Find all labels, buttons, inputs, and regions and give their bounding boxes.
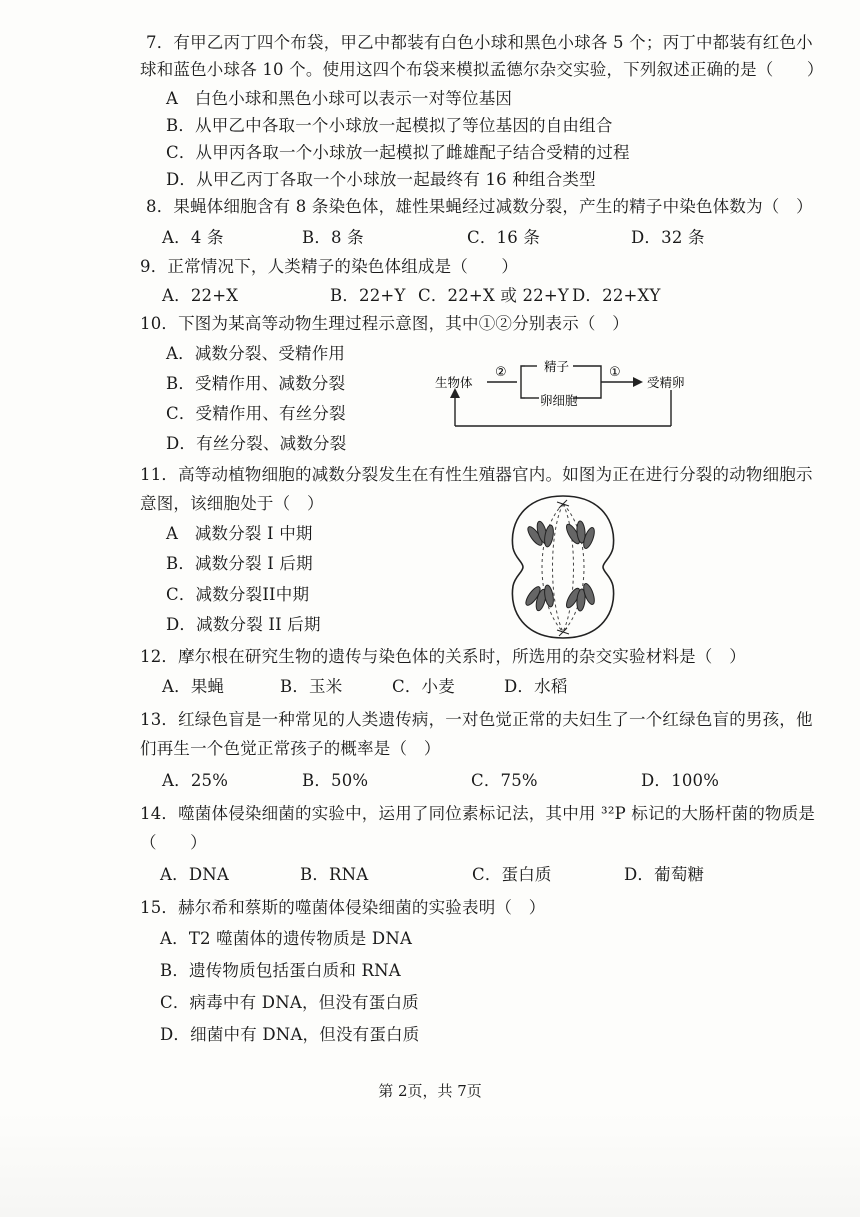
q14-option-d: D．葡萄糖 <box>624 865 705 884</box>
q10-option-c: C．受精作用、有丝分裂 <box>166 404 346 423</box>
q13-option-c: C．75% <box>471 771 538 790</box>
q10-stem: 10．下图为某高等动物生理过程示意图，其中①②分别表示（ ） <box>140 314 629 333</box>
q11-option-a: A 减数分裂 I 中期 <box>166 524 313 543</box>
q11-option-c: C．减数分裂II中期 <box>166 585 310 604</box>
q11-stem-line-2: 意图，该细胞处于（ ） <box>140 494 324 513</box>
q14-option-b: B．RNA <box>300 865 369 884</box>
q7-stem-line-2: 球和蓝色小球各 10 个。使用这四个布袋来模拟孟德尔杂交实验，下列叙述正确的是（ ） <box>140 60 824 79</box>
q13-option-a: A．25% <box>162 771 229 790</box>
q14-stem-line-2: （ ） <box>140 833 207 852</box>
diagram-mark-1: ① <box>609 365 621 380</box>
q10-option-a: A．减数分裂、受精作用 <box>166 344 346 363</box>
q11-option-d: D．减数分裂 II 后期 <box>166 615 321 634</box>
q8-option-b: B．8 条 <box>302 228 364 247</box>
page-number: 第 2页，共 7页 <box>378 1082 482 1100</box>
q9-option-c: C．22+X 或 22+Y <box>418 286 569 305</box>
q9-option-d: D．22+XY <box>572 286 661 305</box>
q15-option-a: A．T2 噬菌体的遗传物质是 DNA <box>160 929 413 948</box>
q10-option-d: D．有丝分裂、减数分裂 <box>166 434 347 453</box>
q12-option-c: C．小麦 <box>392 677 455 696</box>
q13-option-b: B．50% <box>302 771 369 790</box>
q15-option-c: C．病毒中有 DNA，但没有蛋白质 <box>160 993 419 1012</box>
q15-stem: 15．赫尔希和蔡斯的噬菌体侵染细菌的实验表明（ ） <box>140 898 546 917</box>
q11-option-b: B．减数分裂 I 后期 <box>166 554 313 573</box>
q7-option-b: B．从甲乙中各取一个小球放一起模拟了等位基因的自由组合 <box>166 116 613 135</box>
diagram-zygote-label: 受精卵 <box>647 375 685 390</box>
dividing-cell-diagram <box>505 492 621 642</box>
q7-option-c: C．从甲丙各取一个小球放一起模拟了雌雄配子结合受精的过程 <box>166 143 630 162</box>
diagram-egg-label: 卵细胞 <box>540 393 578 408</box>
q13-stem-line-2: 们再生一个色觉正常孩子的概率是（ ） <box>140 739 441 758</box>
diagram-sperm-label: 精子 <box>544 359 570 374</box>
q8-option-a: A．4 条 <box>162 228 224 247</box>
q13-option-d: D．100% <box>641 771 720 790</box>
diagram-mark-2: ② <box>495 365 507 380</box>
q13-stem-line-1: 13．红绿色盲是一种常见的人类遗传病，一对色觉正常的夫妇生了一个红绿色盲的男孩，他 <box>140 710 813 729</box>
q9-option-b: B．22+Y <box>330 286 406 305</box>
q7-option-d: D．从甲乙丙丁各取一个小球放一起最终有 16 种组合类型 <box>166 170 596 189</box>
diagram-organism-label: 生物体 <box>435 375 473 390</box>
q12-option-d: D．水稻 <box>504 677 568 696</box>
q8-option-d: D．32 条 <box>631 228 705 247</box>
q7-option-a: A 白色小球和黑色小球可以表示一对等位基因 <box>166 89 513 108</box>
q12-stem: 12．摩尔根在研究生物的遗传与染色体的关系时，所选用的杂交实验材料是（ ） <box>140 647 746 666</box>
q14-stem-line-1: 14．噬菌体侵染细菌的实验中，运用了同位素标记法，其中用 ³²P 标记的大肠杆菌的物质是 <box>140 804 816 823</box>
reproduction-cycle-diagram <box>425 352 695 438</box>
scan-margin <box>0 1112 860 1217</box>
q10-option-b: B．受精作用、减数分裂 <box>166 374 346 393</box>
q8-option-c: C．16 条 <box>467 228 541 247</box>
q14-option-a: A．DNA <box>160 865 229 884</box>
q9-stem: 9．正常情况下，人类精子的染色体组成是（ ） <box>140 257 519 276</box>
q12-option-a: A．果蝇 <box>162 677 225 696</box>
q9-option-a: A．22+X <box>162 286 239 305</box>
q12-option-b: B．玉米 <box>280 677 343 696</box>
q14-option-c: C．蛋白质 <box>472 865 552 884</box>
q11-stem-line-1: 11．高等动植物细胞的减数分裂发生在有性生殖器官内。如图为正在进行分裂的动物细胞示 <box>140 465 813 484</box>
q8-stem: 8．果蝇体细胞含有 8 条染色体，雄性果蝇经过减数分裂，产生的精子中染色体数为（ ） <box>146 197 813 216</box>
q15-option-b: B．遗传物质包括蛋白质和 RNA <box>160 961 401 980</box>
q15-option-d: D．细菌中有 DNA，但没有蛋白质 <box>160 1025 420 1044</box>
q7-stem-line-1: 7．有甲乙丙丁四个布袋，甲乙中都装有白色小球和黑色小球各 5 个；丙丁中都装有红色小 <box>146 33 813 52</box>
